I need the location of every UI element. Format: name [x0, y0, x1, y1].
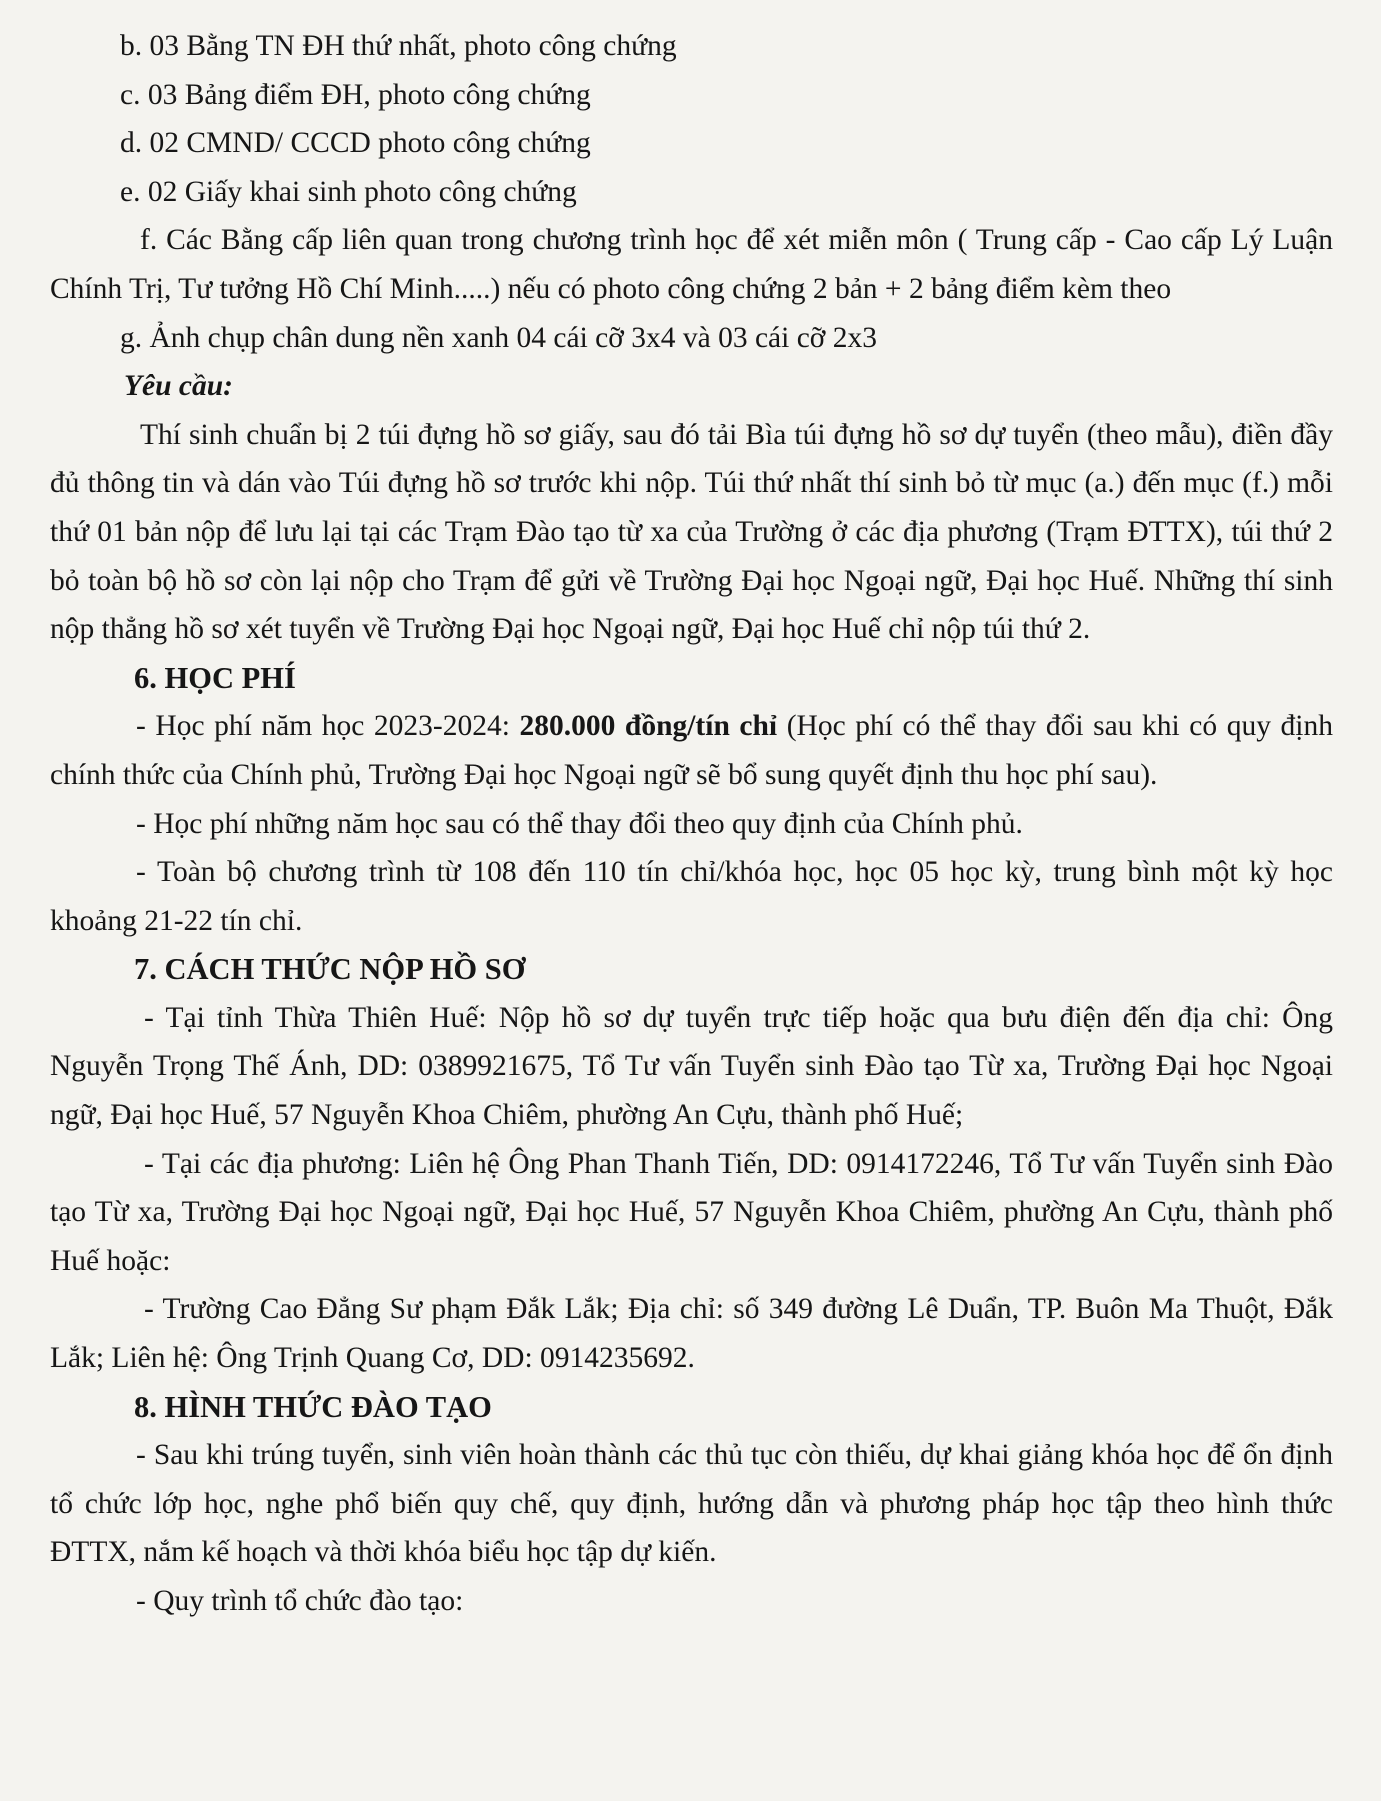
- program-credits: - Toàn bộ chương trình từ 108 đến 110 tín chỉ/khóa học, học 05 học kỳ, trung bình một kỳ học khoảng 21-22 tín chỉ.: [50, 856, 1333, 937]
- submit-daklak: - Trường Cao Đẳng Sư phạm Đắk Lắk; Địa chỉ: số 349 đường Lê Duẩn, TP. Buôn Ma Thuột, Đắk Lắk; Liên hệ: Ông Trịnh Quang Cơ, DD: 0914235692.: [50, 1293, 1333, 1375]
- item-b: b. 03 Bằng TN ĐH thứ nhất, photo công chứng: [120, 30, 677, 62]
- section-8-title: 8. HÌNH THỨC ĐÀO TẠO: [134, 1389, 492, 1424]
- section-7-title: 7. CÁCH THỨC NỘP HỒ SƠ: [134, 952, 526, 987]
- tuition-fee: [50, 702, 1333, 799]
- item-d: d. 02 CMND/ CCCD photo công chứng: [120, 127, 591, 160]
- submit-local: - Tại các địa phương: Liên hệ Ông Phan Thanh Tiến, DD: 0914172246, Tổ Tư vấn Tuyển sinh Đào tạo Từ xa, Trường Đại học Ngoại ngữ, Đại học Huế, 57 Nguyễn Khoa Chiêm, phường An Cựu, thành phố Huế hoặc:: [50, 1147, 1333, 1277]
- item-c: c. 03 Bảng điểm ĐH, photo công chứng: [120, 78, 591, 111]
- item-f: f. Các Bằng cấp liên quan trong chương trình học để xét miễn môn ( Trung cấp - Cao cấp Lý Luận Chính Trị, Tư tưởng Hồ Chí Minh.....) nếu có photo công chứng 2 bản + 2 bảng điểm kèm theo: [50, 224, 1333, 305]
- fee-suffix: (Học phí có thể thay đổi sau khi có quy định chính thức của Chính phủ, Trường Đại học Ngoại ngữ sẽ bổ sung quyết định thu học phí sau).: [50, 710, 1333, 791]
- submit-hue: - Tại tỉnh Thừa Thiên Huế: Nộp hồ sơ dự tuyển trực tiếp hoặc qua bưu điện đến địa chỉ: Ông Nguyễn Trọng Thế Ánh, DD: 0389921675, Tổ Tư vấn Tuyển sinh Đào tạo Từ xa, Trường Đại học Ngoại ngữ, Đại học Huế, 57 Nguyễn Khoa Chiêm, phường An Cựu, thành phố Huế;: [50, 1001, 1333, 1132]
- fee-change: - Học phí những năm học sau có thể thay đổi theo quy định của Chính phủ.: [136, 807, 1023, 840]
- training-process: - Quy trình tổ chức đào tạo:: [136, 1585, 464, 1617]
- item-g: g. Ảnh chụp chân dung nền xanh 04 cái cỡ 3x4 và 03 cái cỡ 2x3: [120, 321, 878, 354]
- fee-prefix: - Học phí năm học 2023-2024:: [136, 710, 520, 743]
- fee-amount: 280.000 đồng/tín chỉ: [519, 710, 778, 743]
- training-after: - Sau khi trúng tuyển, sinh viên hoàn thành các thủ tục còn thiếu, dự khai giảng khóa học để ổn định tổ chức lớp học, nghe phổ biến quy chế, quy định, hướng dẫn và phương pháp học tập theo hình thức ĐTTX, nắm kế hoạch và thời khóa biểu học tập dự kiến.: [50, 1439, 1333, 1569]
- requirements-label: Yêu cầu:: [124, 370, 233, 403]
- section-6-title: 6. HỌC PHÍ: [134, 660, 296, 695]
- item-e: e. 02 Giấy khai sinh photo công chứng: [120, 175, 577, 208]
- requirements-text: Thí sinh chuẩn bị 2 túi đựng hồ sơ giấy, sau đó tải Bìa túi đựng hồ sơ dự tuyển (theo mẫu), điền đầy đủ thông tin và dán vào Túi đựng hồ sơ trước khi nộp. Túi thứ nhất thí sinh bỏ từ mục (a.) đến mục (f.) mỗi thứ 01 bản nộp để lưu lại tại các Trạm Đào tạo từ xa của Trường ở các địa phương (Trạm ĐTTX), túi thứ 2 bỏ toàn bộ hồ sơ còn lại nộp cho Trạm để gửi về Trường Đại học Ngoại ngữ, Đại học Huế. Những thí sinh nộp thẳng hồ sơ xét tuyển về Trường Đại học Ngoại ngữ, Đại học Huế chỉ nộp túi thứ 2.: [50, 418, 1333, 646]
